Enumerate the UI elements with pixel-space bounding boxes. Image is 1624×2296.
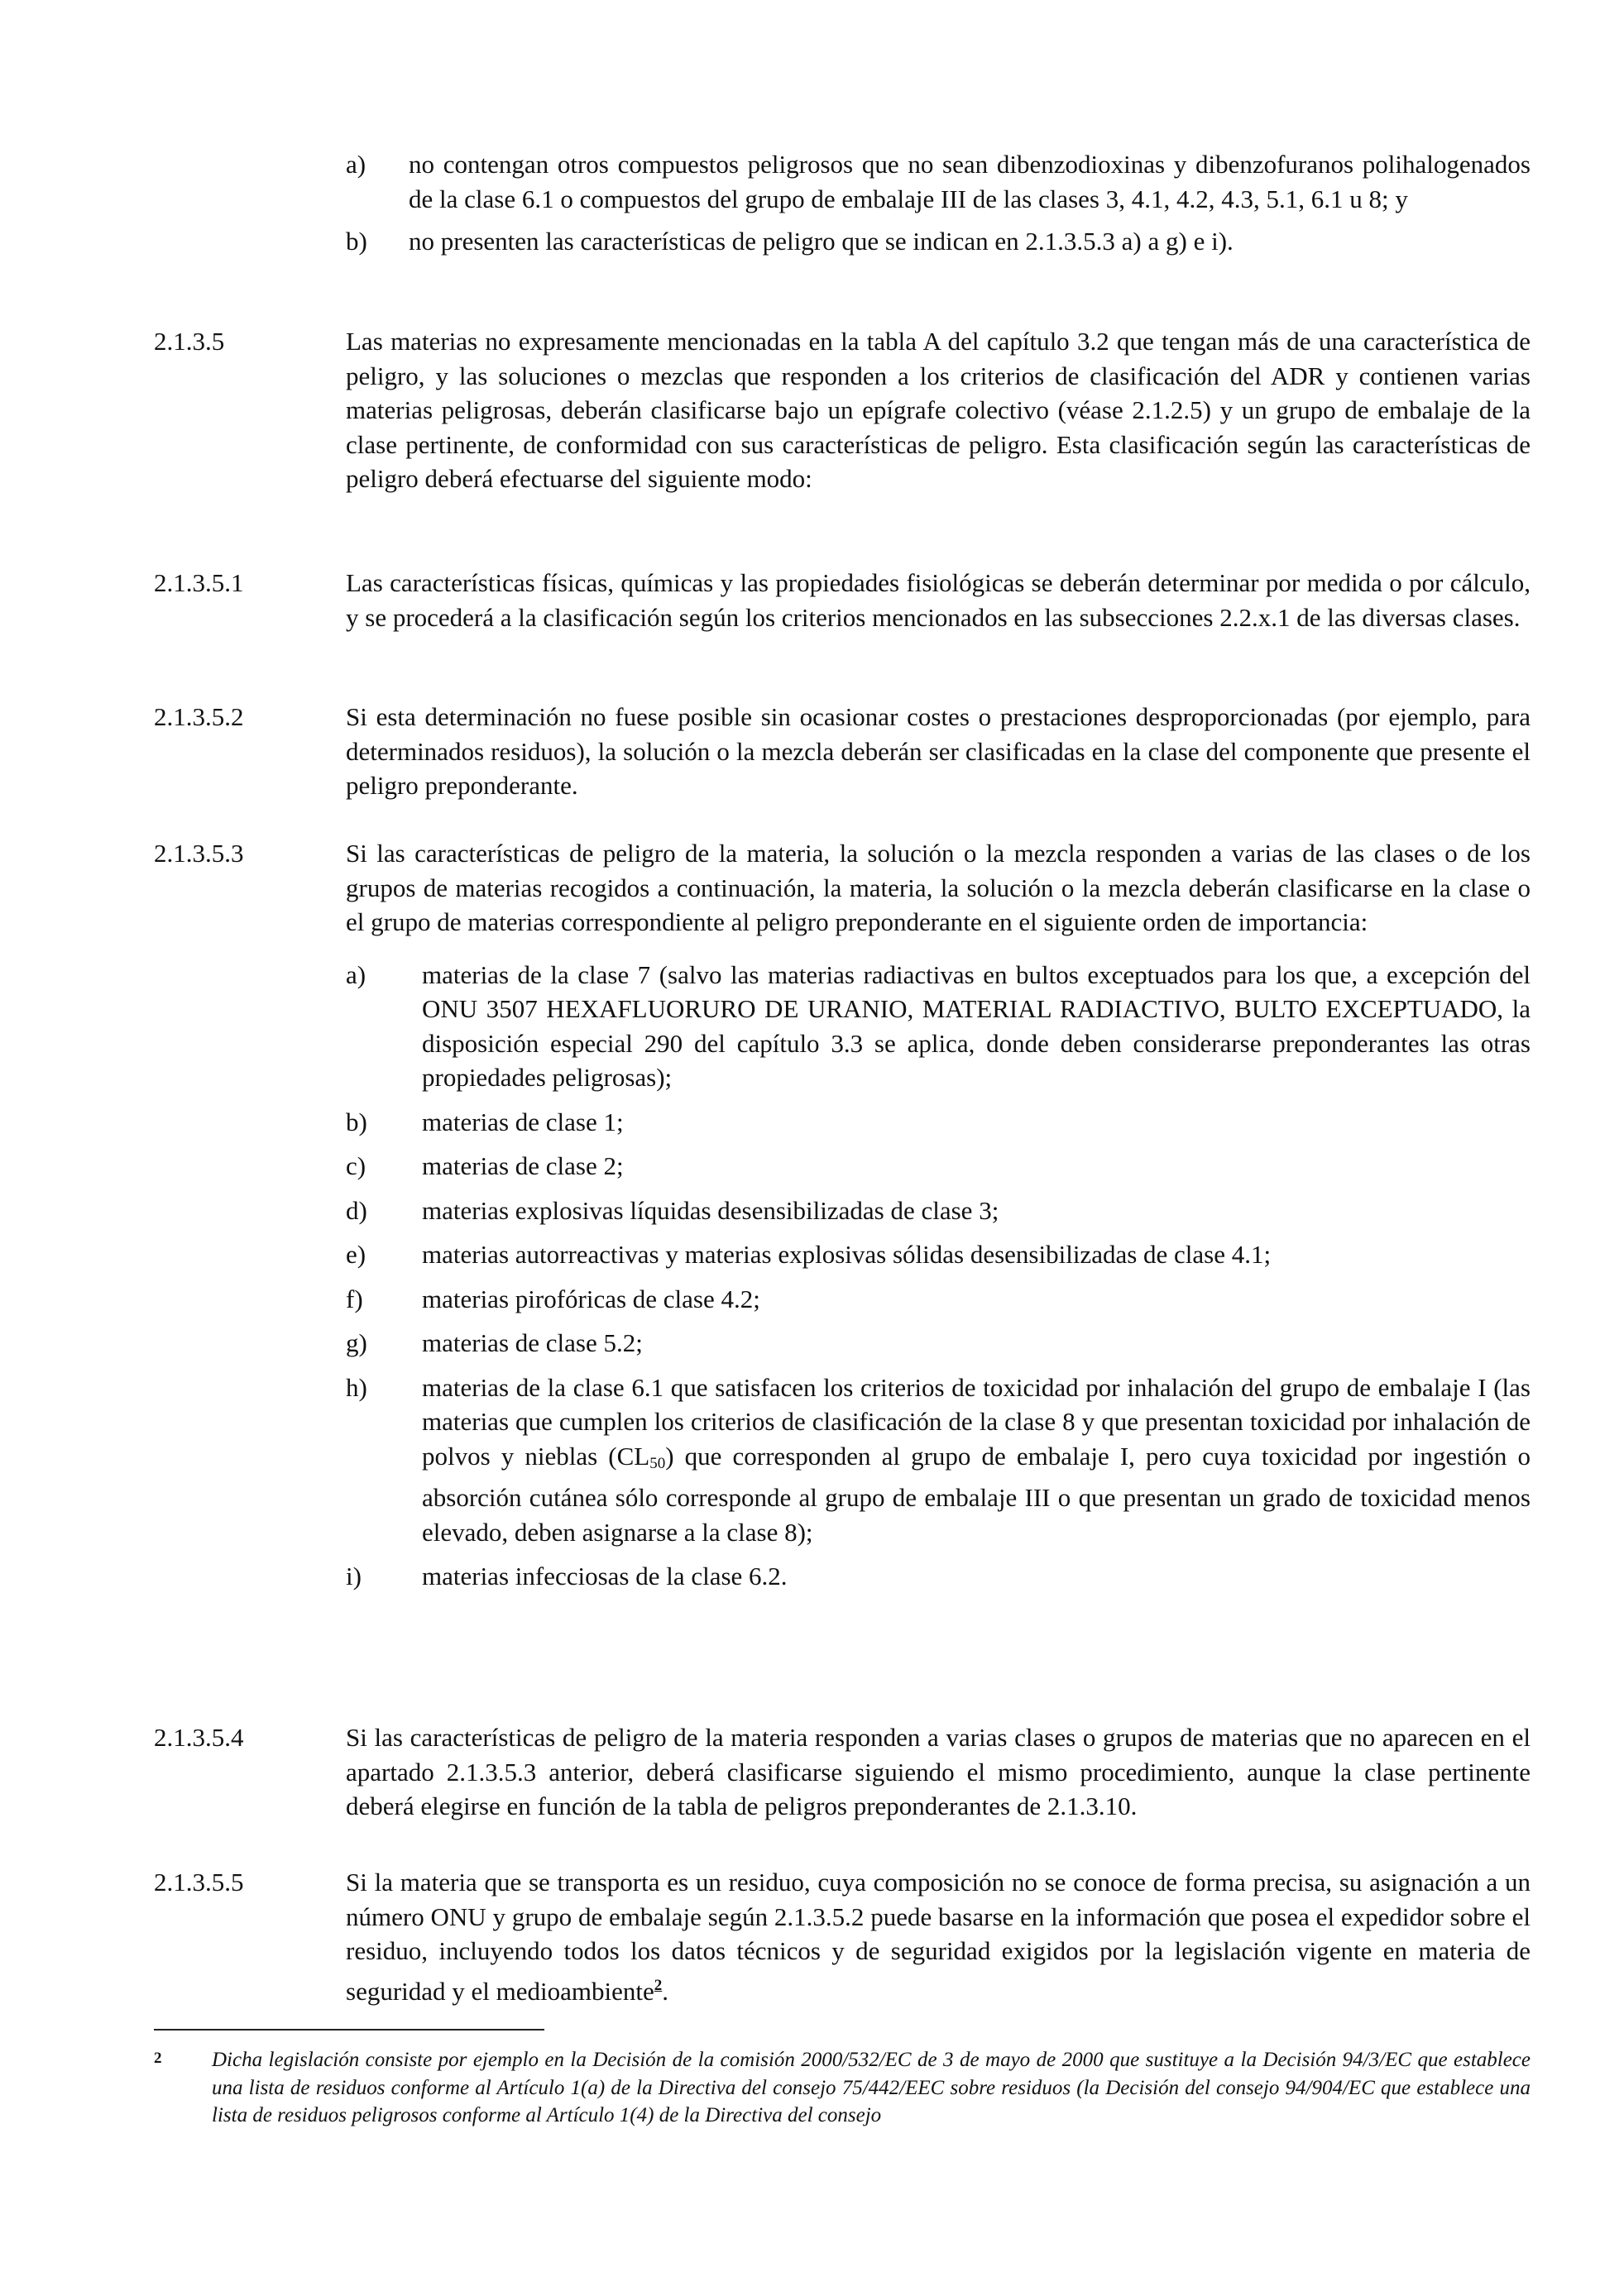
list-item-text: materias autorreactivas y materias explosivas sólidas desensibilizadas de clase 4.1; — [422, 1240, 1272, 1269]
section-text-end: . — [662, 1976, 668, 2006]
footnote-text: Dicha legislación consiste por ejemplo en la Decisión de la comisión 2000/532/EC de 3 de mayo de 2000 que sustituye a la Decisión 94/3/EC que establece una lista de residuos conforme al Artículo 1(a) de la Directiva del consejo 75/442/EEC sobre residuos (la Decisión del consejo 94/904/EC que establece una lista de residuos peligrosos conforme al Artículo 1(4) de la Directiva del consejo — [212, 2049, 1531, 2126]
section-2-1-3-5 — [154, 324, 1531, 496]
list-item — [346, 1105, 1531, 1140]
list-item-text: materias infecciosas de la clase 6.2. — [422, 1562, 788, 1590]
section-body — [346, 836, 1531, 1604]
footnote-number: 2 — [154, 2050, 162, 2067]
list-item-label: g) — [346, 1328, 367, 1357]
footnote-separator — [154, 2029, 544, 2031]
intro-list — [346, 147, 1531, 267]
list-item-label: d) — [346, 1195, 367, 1225]
list-item-label: e) — [346, 1240, 366, 1269]
list-item-text: materias de clase 2; — [422, 1151, 624, 1180]
importance-list — [346, 958, 1531, 1594]
section-2-1-3-5-5 — [154, 1865, 1531, 2008]
footnote-reference[interactable]: 2 — [654, 1976, 663, 1994]
list-item — [346, 1237, 1531, 1272]
list-item-text: materias pirofóricas de clase 4.2; — [422, 1284, 760, 1313]
section-text: Si las características de peligro de la materia responden a varias clases o grupos de materias que no aparecen en el apartado 2.1.3.5.3 anterior, deberá clasificarse siguiendo el mismo procedimiento, aunque la clase pertinente deberá elegirse en función de la tabla de peligros preponderantes de 2.1.3.10. — [346, 1723, 1531, 1820]
section-number: 2.1.3.5.1 — [154, 568, 244, 597]
section-text: Si esta determinación no fuese posible sin ocasionar costes o prestaciones desproporcionadas (por ejemplo, para determinados residuos), la solución o la mezcla deberán ser clasificadas en la clase del componente que presente el peligro preponderante. — [346, 702, 1531, 800]
list-item-label: h) — [346, 1372, 367, 1402]
list-item — [346, 1370, 1531, 1550]
list-item-text: materias explosivas líquidas desensibilizadas de clase 3; — [422, 1195, 999, 1225]
list-item-label: f) — [346, 1284, 363, 1313]
list-item — [346, 1149, 1531, 1184]
section-text — [346, 1865, 1531, 2008]
list-item-text: materias de la clase 7 (salvo las materias radiactivas en bultos exceptuados para los que, a excepción del ONU 3507 HEXAFLUORURO DE URANIO, MATERIAL RADIACTIVO, BULTO EXCEPTUADO, la disposición especial 290 del capítulo 3.3 se aplica, donde deben considerarse preponderantes las otras propiedades peligrosas); — [422, 959, 1531, 1092]
section-number: 2.1.3.5.5 — [154, 1868, 244, 1897]
section-2-1-3-5-3 — [154, 836, 1531, 1604]
list-item-label: i) — [346, 1562, 362, 1590]
section-number: 2.1.3.5 — [154, 327, 225, 356]
list-item — [346, 958, 1531, 1095]
section-2-1-3-5-1 — [154, 566, 1531, 634]
section-text: Las materias no expresamente mencionadas en la tabla A del capítulo 3.2 que tengan más de una característica de peligro, y las soluciones o mezclas que responden a los criterios de clasificación del ADR y contienen varias materias peligrosas, deberán clasificarse bajo un epígrafe colectivo (véase 2.1.2.5) y un grupo de embalaje de la clase pertinente, de conformidad con sus características de peligro. Esta clasificación según las características de peligro deberá efectuarse del siguiente modo: — [346, 327, 1531, 493]
section-2-1-3-5-2 — [154, 700, 1531, 803]
list-item — [346, 1193, 1531, 1228]
section-text-main: Si la materia que se transporta es un residuo, cuya composición no se conoce de forma precisa, su asignación a un número ONU y grupo de embalaje según 2.1.3.5.2 puede basarse en la información que posea el expedidor sobre el residuo, incluyendo todos los datos técnicos y de seguridad exigidos por la legislación vigente en materia de seguridad y el medioambiente — [346, 1868, 1531, 2006]
list-item-label: c) — [346, 1151, 366, 1180]
section-2-1-3-5-4 — [154, 1720, 1531, 1824]
list-item-text-before: materias de la clase 6.1 que satisfacen los criterios de toxicidad por inhalación del grupo de embalaje I (las materias que cumplen los criterios de clasificación de la clase 8 y que presentan toxicidad por inhalación de polvos y nieblas (CL — [422, 1372, 1531, 1471]
list-item-label: a) — [346, 150, 366, 179]
section-number: 2.1.3.5.4 — [154, 1723, 244, 1752]
list-item-text: no presenten las características de peligro que se indican en 2.1.3.5.3 a) a g) e i). — [409, 227, 1234, 256]
section-number: 2.1.3.5.3 — [154, 839, 244, 868]
list-item-label: a) — [346, 959, 366, 989]
list-item-text — [422, 1370, 1531, 1550]
list-item — [346, 1559, 1531, 1594]
list-item-text: materias de clase 1; — [422, 1107, 624, 1136]
list-item — [346, 224, 1531, 259]
list-item-label: b) — [346, 1107, 367, 1136]
list-item — [346, 1282, 1531, 1317]
list-item — [346, 147, 1531, 216]
list-item-text: no contengan otros compuestos peligrosos que no sean dibenzodioxinas y dibenzofuranos polihalogenados de la clase 6.1 o compuestos del grupo de embalaje III de las clases 3, 4.1, 4.2, 4.3, 5.1, 6.1 u 8; y — [409, 150, 1531, 213]
list-item-text-after: ) que corresponden al grupo de embalaje I, pero cuya toxicidad por ingestión o absorción cutánea sólo corresponde al grupo de embalaje III o que presentan un grado de toxicidad menos elevado, deben asignarse a la clase 8); — [422, 1441, 1531, 1547]
subscript: 50 — [649, 1454, 666, 1472]
list-item-text: materias de clase 5.2; — [422, 1328, 643, 1357]
section-text: Las características físicas, químicas y las propiedades fisiológicas se deberán determinar por medida o por cálculo, y se procederá a la clasificación según los criterios mencionados en las subsecciones 2.2.x.1 de las diversas clases. — [346, 568, 1531, 632]
list-item-label: b) — [346, 227, 367, 256]
list-item — [346, 1326, 1531, 1361]
footnote — [154, 2046, 1531, 2130]
section-number: 2.1.3.5.2 — [154, 702, 244, 731]
section-text: Si las características de peligro de la materia, la solución o la mezcla responden a varias de las clases o de los grupos de materias recogidos a continuación, la materia, la solución o la mezcla deberán clasificarse en la clase o el grupo de materias correspondiente al peligro preponderante en el siguiente orden de importancia: — [346, 839, 1531, 936]
